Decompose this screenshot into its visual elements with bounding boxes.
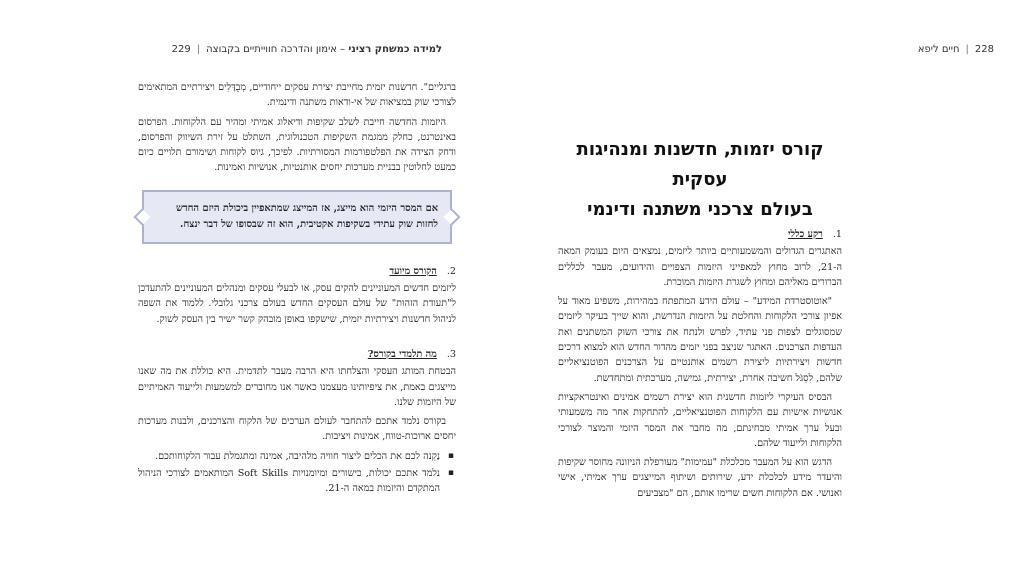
right-page xyxy=(512,0,1024,576)
left-running-head: למידה כמשחק רציני – אימון והדרכה חווייתיים בקבוצה|229 xyxy=(171,44,442,55)
section-2-number: 2. xyxy=(446,265,456,277)
page-number-right: 228 xyxy=(974,44,994,55)
chapter-title xyxy=(558,135,842,225)
section-3-title: מה תלמדי בקורס? xyxy=(367,348,437,360)
section-3-bullet-list xyxy=(138,449,456,497)
section-3-paragraph-2: בקורס נלמד אתכם להתחבר לעולם הערכים של הלקוח והצרכנים, ולבנות מערכות יחסים ארוכות-טווח, אמינות ויציבות. xyxy=(138,416,456,443)
left-text-column xyxy=(138,80,456,499)
running-title-bold: למידה כמשחק רציני xyxy=(348,44,442,55)
section-3-heading xyxy=(138,347,456,362)
section-2-text: ליזמים חדשים המעוניינים להקים עסק, או לבעלי עסקים ומנהלים המעוניינים להתעדכן ל"תעודת הזהות" של עולם העסקים החדש בעולם צרכני גלובלי. ללמוד את השפה לניהול חדשנות ויצירתיות יזמית, שישקפו באופן מובהק קשר ישיר בין העסק לשוק. xyxy=(138,283,456,325)
section-3-paragraph-1: הבטחת המותג העסקי והצלחתו היא הרבה מעבר לתדמית. היא כוללת את מה שאנו מייצגים באמת, את ציפיותינו מעצמנו כאשר אנו מחוברים למשמעות ולייעוד האמיתיים של היזמות שלנו. xyxy=(138,366,456,408)
section-1-paragraph-3: הבסיס העיקרי ליזמות חדשנית הוא יצירת רשמים אמינים ואינטראקציות אנושיות אישיות עם הלקוחות הפוטנציאליים, להתחקות אחר מה משמעותי ובעל ערך אמיתי מבחינתם, מה מחבר את המסר היזמי והמוצר לצורכי הלקוחות ולייעוד שלהם. xyxy=(558,391,842,449)
author-name: חיים ליפא xyxy=(917,44,960,55)
section-3-number: 3. xyxy=(446,348,456,360)
intro-paragraph-1: ברגליים". חדשנות יזמית מחייבת יצירת עסקים ייחודיים, מְבֻדָּלִים ויצירתיים המתאימים לצורכי שוק במציאות של אי-ודאות משתנה ודינמית. xyxy=(138,82,456,109)
section-1-title: רקע כללי xyxy=(788,229,823,240)
section-1-paragraph-1: האתגרים הגדולים והמשמעותיים ביותר ליזמים, נמצאים היום בעומק המאה ה-21, לרוב מחוץ למאפייני היזמות הצפויים והידועים, מעבר לכללים הברורים מאליהם ומחוץ לשגרת היזמות המוכרת. xyxy=(558,246,842,288)
callout-quote-box: אם המסר היזמי הוא מייצג, אז המייצג שמתאפיין ביכולת היזם החדש לחזות שוק עתידי בשקיפות אקטיבית, הוא זה שבסופו של דבר ינצח. xyxy=(142,190,452,244)
chapter-title-line-1: קורס יזמות, חדשנות ומנהיגות עסקית xyxy=(576,139,824,190)
section-1-number: 1. xyxy=(832,229,842,240)
section-2-title: הקורס מיועד xyxy=(389,265,437,277)
section-1-paragraph-4: הדגש הוא על המעבר מכלכלת "עמימות" מעורפלת הניזונה מחוסר שקיפות והיעדר מידע לכלכלת ידע, שירותים ושיתוף המייצגים ערך אמיתי, אישי ואנושי. אם הלקוחות חשים שרימו אותם, הם "מצביעים xyxy=(558,457,842,499)
right-running-head: 228|חיים ליפא xyxy=(917,44,994,55)
section-2-heading xyxy=(138,264,456,279)
bullet-item: ▪ נַקְנה לכם את הכלים ליצור חוויה מלהיבה, אמינה ומתגמלת עבור הלקוחותכם. xyxy=(138,449,456,464)
running-title-rest: – אימון והדרכה חווייתיים בקבוצה xyxy=(206,44,349,55)
chapter-title-line-2: בעולם צרכני משתנה ודינמי xyxy=(587,199,813,220)
section-1-paragraph-2: "אוטוסטרדת המידע" – עולם הידע המתפתח במהירות, משפיע מאוד על אפיון צורכי הלקוחות והחלטת על היזמות הנדרשת, והוא שייך בעיקר ליזמים שמסוגלים לצפות פני עתיד, לפרש ולנתח את צורכי השוק המשתנים ואת העדפות הצרכנים. האתגר שניצב בפני יזמים מהדור החדש הוא למצוא דרכים חדשות ויצירתיות ליצירת רשמים אותנטיים על הצרכנים הפוטנציאליים שלהם, לִסְגֹּל חשיבה אחרת, יצירתית, גמישה, מערכתית ומתחדשת. xyxy=(558,296,842,384)
page-number-left: 229 xyxy=(171,44,191,55)
intro-paragraph-2: היזמות החדשה חייבת לשלב שקיפות ודיאלוג אמיתי ומהיר עם הלקוחות. הפרסום באינטרנט, כחלק ממגמת השקיפות הטכנולוגית, השתלט על זירת השיווק והפרסום, ודחק הצידה את הפלטפורמות המסורתיות. לפיכך, גיוס לקוחות ושימורם תלויים כיום כמעט לחלוטין בבניית מערכות יחסים אותנטיות, אנושיות ואמינות. xyxy=(138,116,456,174)
bullet-item: ▪ נלמד אתכם יכולות, כישורים ומיומנויות Soft Skills המותאמים לצורכי הניהול המתקדם והיזמות במאה ה-21. xyxy=(138,466,456,497)
